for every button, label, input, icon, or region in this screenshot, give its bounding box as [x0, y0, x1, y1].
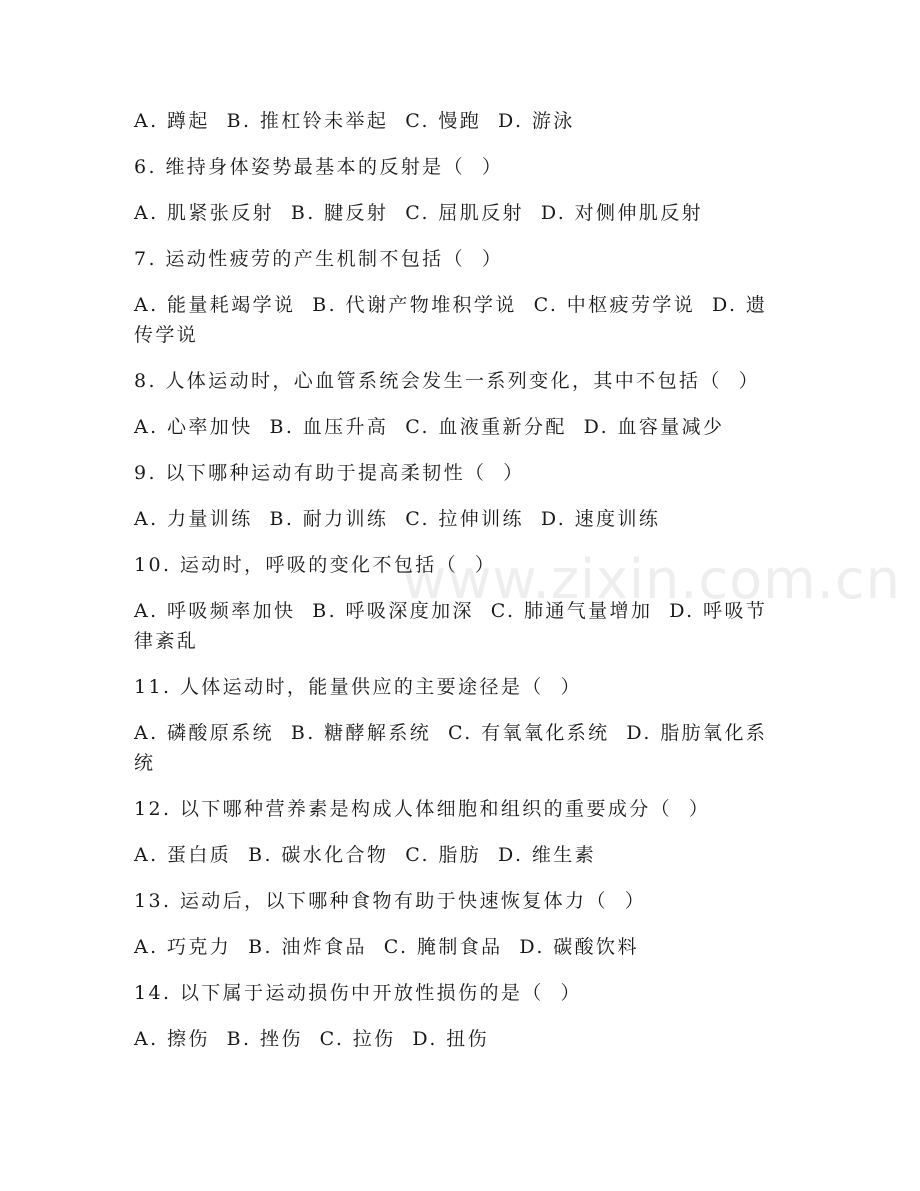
options-line: A. 擦伤 B. 挫伤 C. 拉伤 D. 扭伤 [134, 1028, 490, 1050]
document-body [134, 106, 774, 1070]
options-line: A. 肌紧张反射 B. 腱反射 C. 屈肌反射 D. 对侧伸肌反射 [134, 202, 704, 224]
question-line: 14. 以下属于运动损伤中开放性损伤的是（ ） [134, 982, 582, 1004]
question-line: 13. 运动后，以下哪种食物有助于快速恢复体力（ ） [134, 890, 647, 912]
question-line: 11. 人体运动时，能量供应的主要途径是（ ） [134, 676, 582, 698]
question-line: 10. 运动时，呼吸的变化不包括（ ） [134, 554, 497, 576]
options-line: A. 蹲起 B. 推杠铃未举起 C. 慢跑 D. 游泳 [134, 110, 575, 132]
question-line: 9. 以下哪种运动有助于提高柔韧性（ ） [134, 462, 525, 484]
options-line: A. 磷酸原系统 B. 糖酵解系统 C. 有氧氧化系统 D. 脂肪氧化系统 [134, 722, 768, 774]
question-line: 8. 人体运动时，心血管系统会发生一系列变化，其中不包括（ ） [134, 370, 761, 392]
options-line: A. 巧克力 B. 油炸食品 C. 腌制食品 D. 碳酸饮料 [134, 936, 639, 958]
question-line: 6. 维持身体姿势最基本的反射是（ ） [134, 156, 504, 178]
options-line: A. 能量耗竭学说 B. 代谢产物堆积学说 C. 中枢疲劳学说 D. 遗传学说 [134, 294, 768, 346]
options-line: A. 呼吸频率加快 B. 呼吸深度加深 C. 肺通气量增加 D. 呼吸节律紊乱 [134, 600, 768, 652]
question-line: 7. 运动性疲劳的产生机制不包括（ ） [134, 248, 504, 270]
question-line: 12. 以下哪种营养素是构成人体细胞和组织的重要成分（ ） [134, 798, 711, 820]
watermark-text: www.zixin.com.cn [402, 548, 901, 611]
options-line: A. 力量训练 B. 耐力训练 C. 拉伸训练 D. 速度训练 [134, 508, 661, 530]
options-line: A. 蛋白质 B. 碳水化合物 C. 脂肪 D. 维生素 [134, 844, 597, 866]
options-line: A. 心率加快 B. 血压升高 C. 血液重新分配 D. 血容量减少 [134, 416, 725, 438]
